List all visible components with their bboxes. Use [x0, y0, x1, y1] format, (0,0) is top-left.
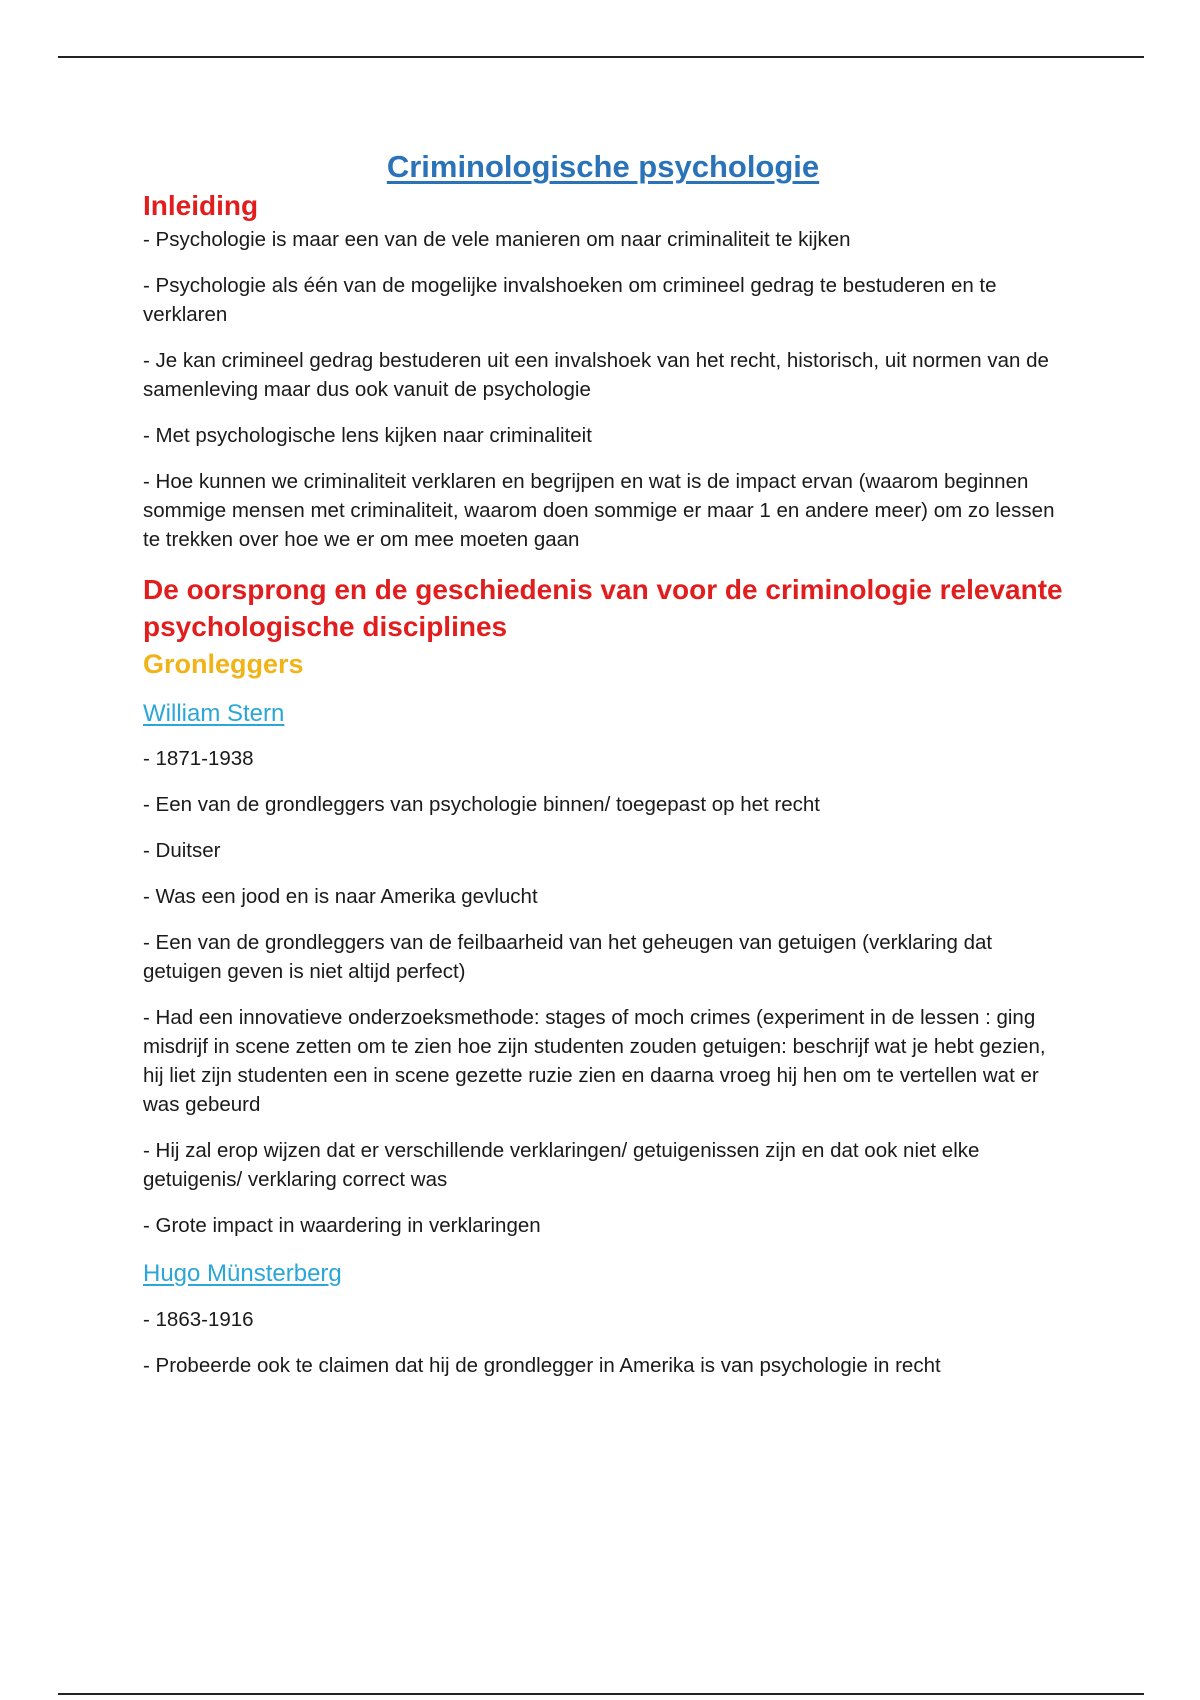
paragraph: - 1863-1916 [143, 1307, 254, 1331]
paragraph: - Was een jood en is naar Amerika gevlucht [143, 885, 538, 909]
paragraph: - Je kan crimineel gedrag bestuderen uit een invalshoek van het recht, historisch, uit normen van de samenleving maar dus ook vanuit de psychologie [143, 348, 1049, 401]
paragraph: - Grote impact in waardering in verklaringen [143, 1214, 541, 1238]
document-body [143, 140, 1063, 1397]
person-heading-william-stern: William Stern [143, 699, 285, 727]
paragraph: - 1871-1938 [143, 747, 254, 771]
paragraph: - Probeerde ook te claimen dat hij de grondlegger in Amerika is van psychologie in recht [143, 1353, 941, 1377]
paragraph: - Psychologie is maar een van de vele manieren om naar criminaliteit te kijken [143, 227, 851, 251]
document-title: Criminologische psychologie [386, 149, 820, 184]
paragraph: - Had een innovatieve onderzoeksmethode: stages of moch crimes (experiment in de lessen : ging misdrijf in scene zetten om te zien hoe zijn studenten zouden getuigen: beschrijf wat je hebt gezien, hij liet zijn studenten een in scene gezette ruzie zien en daarna vroeg hij hen om te vertellen wat er was gebeurd [143, 1006, 1046, 1117]
footer-rule [58, 1693, 1144, 1695]
section-heading-inleiding: Inleiding [143, 189, 259, 221]
person-heading-hugo-munsterberg: Hugo Münsterberg [143, 1260, 342, 1288]
paragraph: - Hoe kunnen we criminaliteit verklaren en begrijpen en wat is de impact ervan (waarom beginnen sommige mensen met criminaliteit, waarom doen sommige er maar 1 en andere meer) om zo lessen te trekken over hoe we er om mee moeten gaan [143, 469, 1055, 551]
subheading-gronleggers: Gronleggers [143, 649, 304, 680]
paragraph: - Een van de grondleggers van psychologie binnen/ toegepast op het recht [143, 793, 820, 817]
section-heading-oorsprong: De oorsprong en de geschiedenis van voor de criminologie relevante psychologische disciplines [143, 573, 1063, 643]
paragraph: - Duitser [143, 839, 221, 863]
paragraph: - Hij zal erop wijzen dat er verschillende verklaringen/ getuigenissen zijn en dat ook niet elke getuigenis/ verklaring correct was [143, 1139, 980, 1192]
paragraph: - Psychologie als één van de mogelijke invalshoeken om crimineel gedrag te bestuderen en te verklaren [143, 273, 997, 326]
paragraph: - Een van de grondleggers van de feilbaarheid van het geheugen van getuigen (verklaring dat getuigen geven is niet altijd perfect) [143, 931, 993, 984]
header-rule [58, 56, 1144, 58]
paragraph: - Met psychologische lens kijken naar criminaliteit [143, 423, 592, 447]
